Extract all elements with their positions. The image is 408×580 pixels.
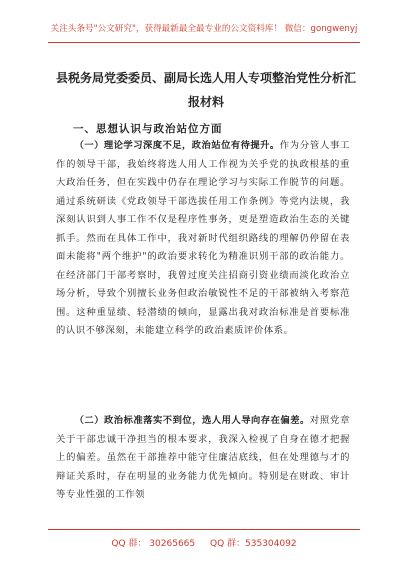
paragraph-2-subheading: （二）政治标准落实不到位，选人用人导向存在偏差。: [74, 415, 310, 426]
section-heading: 一、思想认识与政治站位方面: [73, 123, 223, 135]
paragraph-1-subheading: （一）理论学习深度不足，政治站位有待提升。: [74, 140, 280, 151]
paragraph-2: [56, 412, 350, 505]
footer-divider: [48, 529, 360, 530]
header-divider: [48, 42, 360, 43]
footer-qq-group-2: QQ 群：535304092: [210, 539, 297, 549]
document-title: 县税务局党委委员、副局长选人用人专项整治党性分析汇报材料: [56, 71, 357, 109]
paragraph-1-body: 作为分管人事工作的领导干部，我始终将选人用人工作视为关乎党的执政根基的重大政治任务，但在实践中仍存在理论学习与实际工作脱节的问题。通过系统研读《党政领导干部选拔任用工作条例》等党内法规，我深刻认识到人事工作不仅是程序性事务，更是塑造政治生态的关键抓手。然而在具体工作中，我对新时代组织路线的理解仍停留在表面未能将"两个维护"的政治要求转化为精准识别干部的政治能力。在经济部门干部考察时，我曾过度关注招商引资业绩而淡化政治立场分析，导致个别擅长业务但政治敏锐性不足的干部被纳入考察范围。这种重显绩、轻潜绩的倾向，显露出我对政治标准是首要标准的认识不够深刻，未能建立科学的政治素质评价体系。: [56, 140, 350, 336]
header-banner: 关注头条号"公文研究"，获得最新最全最专业的公文资料库！ 微信：gongwenyj: [50, 24, 358, 34]
paragraph-1: [56, 137, 350, 341]
footer-qq-group-1: QQ 群： 30265665: [111, 539, 196, 549]
footer: [0, 536, 408, 549]
paragraph-2-body: 对照党章关于干部忠诚干净担当的根本要求，我深入检视了自身在德才把握上的偏差。虽然在干部推荐中能守住廉洁底线，但在处理德与才的辩证关系时，存在明显的业务能力优先倾向。特别是在财政、审计等专业性强的工作领: [56, 415, 350, 500]
